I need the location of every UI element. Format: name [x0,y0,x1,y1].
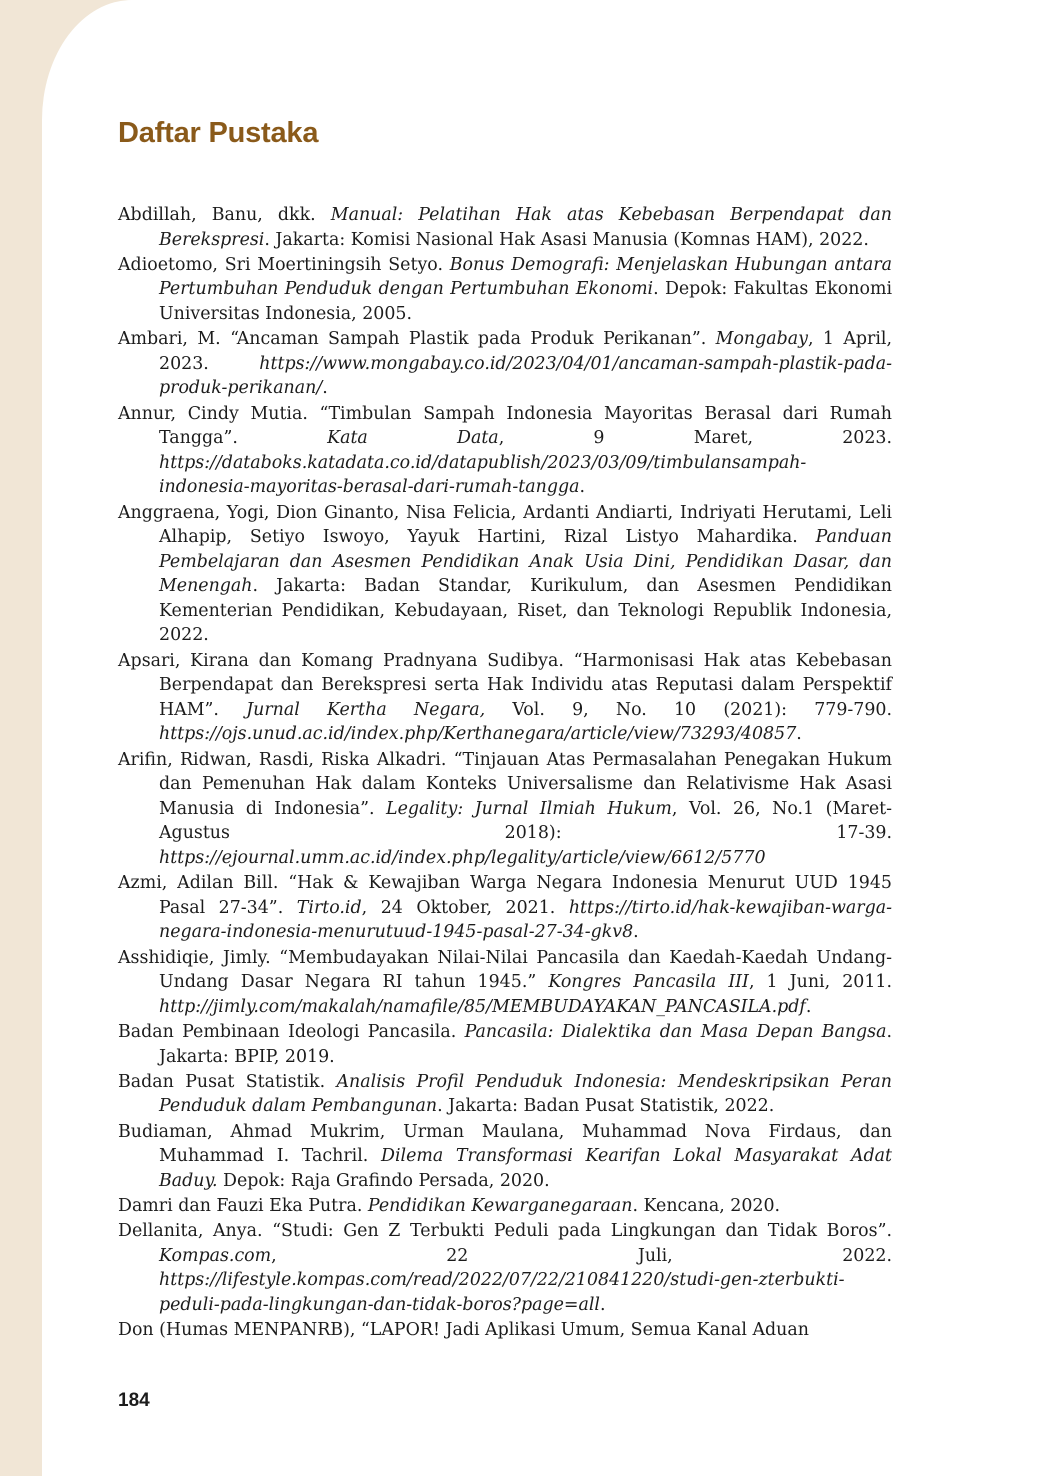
ref-text: Anggraena, Yogi, Dion Ginanto, Nisa Felicia, Ardanti Andiarti, Indriyati Herutami, Leli Alhapip, Setiyo Iswoyo, Yayuk Hartini, Rizal Listyo Mahardika. [118,502,892,548]
ref-text: Depok: Raja Grafindo Persada, 2020. [217,1170,550,1191]
reference-list [118,203,892,1343]
ref-title: Legality: Jurnal Ilmiah Hukum [386,798,672,819]
page-title: Daftar Pustaka [118,117,319,149]
ref-title: Mongabay [715,329,808,350]
ref-url[interactable]: https://databoks.katadata.co.id/datapublish/2023/03/09/timbulansampah-indonesia-mayoritas-berasal-dari-rumah-tangga [159,452,807,498]
ref-title: Pancasila: Dialektika dan Masa Depan Bangsa [464,1021,887,1042]
ref-text: Apsari, Kirana dan Komang Pradnyana Sudibya. “Harmonisasi Hak atas Kebebasan Berpendapat dan Berekspresi serta Hak Individu atas Reputasi dalam Perspektif HAM”. [118,650,892,720]
ref-text: , 9 Maret, 2023. [498,428,892,449]
ref-url[interactable]: https://tirto.id/hak-kewajiban-warga-negara-indonesia-menurutuud-1945-pasal-27-34-gkv8 [159,897,892,943]
ref-text: Arifin, Ridwan, Rasdi, Riska Alkadri. “Tinjauan Atas Permasalahan Penegakan Hukum dan Pemenuhan Hak dalam Konteks Universalisme dan Relativisme Hak Asasi Manusia di Indonesia”. [118,749,892,819]
ref-text: Damri dan Fauzi Eka Putra. [118,1195,368,1216]
reference-item [118,253,892,327]
ref-url[interactable]: https://lifestyle.kompas.com/read/2022/07/22/210841220/studi-gen-zterbukti-peduli-pada-lingkungan-dan-tidak-boros?page=all [159,1270,845,1315]
ref-text: . Kencana, 2020. [632,1195,781,1216]
ref-text: Budiaman, Ahmad Mukrim, Urman Maulana, Muhammad Nova Firdaus, dan Muhammad I. Tachril. [118,1121,892,1167]
ref-url[interactable]: https://ojs.unud.ac.id/index.php/Kerthanegara/article/view/73293/40857 [159,724,797,745]
ref-text: Vol. 9, No. 10 (2021): 779-790. [485,699,893,720]
ref-text: , Vol. 26, No.1 (Maret-Agustus 2018): 17-39. [159,798,892,844]
ref-text: , 22 Juli, 2022. [271,1245,892,1266]
ref-text: . Jakarta: Komisi Nasional Hak Asasi Manusia (Komnas HAM), 2022. [264,229,869,250]
ref-text: , 1 Juni, 2011. [748,972,892,993]
ref-text: , 24 Oktober, 2021. [361,897,569,918]
ref-text: . Jakarta: Badan Pusat Statistik, 2022. [437,1096,775,1117]
ref-title: Manual: Pelatihan Hak atas Kebebasan Berpendapat dan Berekspresi [159,205,892,250]
ref-title: Analisis Profil Penduduk Indonesia: Mendeskripsikan Peran Penduduk dalam Pembangunan [159,1071,893,1117]
reference-item [118,1219,892,1317]
ref-text: . [579,477,586,498]
reference-item [118,871,892,945]
ref-title: Pendidikan Kewarganegaraan [367,1195,633,1216]
ref-text: Adioetomo, Sri Moertiningsih Setyo. [118,254,450,275]
ref-url[interactable]: https://www.mongabay.co.id/2023/04/01/ancaman-sampah-plastik-pada-produk-perikanan/ [159,353,892,399]
ref-title: Panduan Pembelajaran dan Asesmen Pendidikan Anak Usia Dini, Pendidikan Dasar, dan Menengah [159,527,892,597]
page-number: 184 [118,1390,150,1411]
ref-text: Ambari, M. “Ancaman Sampah Plastik pada Produk Perikanan”. [118,329,716,350]
ref-title: Bonus Demografi: Menjelaskan Hubungan antara Pertumbuhan Penduduk dengan Pertumbuhan Ekonomi [159,254,892,300]
reference-item [118,1020,892,1069]
ref-text: Badan Pusat Statistik. [118,1071,337,1092]
reference-item [118,1318,892,1343]
ref-text: Asshidiqie, Jimly. “Membudayakan Nilai-Nilai Pancasila dan Kaedah-Kaedah Undang-Undang Dasar Negara RI tahun 1945.” [118,947,892,993]
reference-item [118,501,892,649]
reference-item [118,946,892,1020]
reference-item [118,1194,892,1219]
reference-item [118,1070,892,1119]
ref-text: . [599,1294,606,1315]
ref-text: . [796,724,802,745]
ref-text: , 1 April, 2023. [159,329,892,374]
ref-text: . [805,996,812,1017]
ref-url[interactable]: http://jimly.com/makalah/namafile/85/MEMBUDAYAKAN_PANCASILA.pdf [159,996,806,1017]
reference-item [118,402,892,500]
ref-title: Kongres Pancasila III [548,972,749,993]
ref-text: Dellanita, Anya. “Studi: Gen Z Terbukti Peduli pada Lingkungan dan Tidak Boros”. [118,1221,892,1242]
ref-title: Jurnal Kertha Negara, [246,699,486,720]
reference-item [118,203,892,252]
reference-item [118,1120,892,1194]
ref-title: Kompas.com [159,1245,272,1266]
ref-text: . [633,922,639,943]
ref-text: Don (Humas MENPANRB), “LAPOR! Jadi Aplikasi Umum, Semua Kanal Aduan [118,1320,809,1341]
ref-url[interactable]: https://ejournal.umm.ac.id/index.php/legality/article/view/6612/5770 [159,848,766,868]
ref-text: . Jakarta: Badan Standar, Kurikulum, dan Asesmen Pendidikan Kementerian Pendidikan, Kebudayaan, Riset, dan Teknologi Republik Indonesia, 2022. [159,576,892,646]
reference-item [118,649,892,747]
ref-text: Annur, Cindy Mutia. “Timbulan Sampah Indonesia Mayoritas Berasal dari Rumah Tangga”. [118,403,892,449]
reference-item [118,327,892,401]
ref-text: Badan Pembinaan Ideologi Pancasila. [118,1021,465,1042]
ref-text: . Depok: Fakultas Ekonomi Universitas Indonesia, 2005. [159,279,893,324]
ref-text: Abdillah, Banu, dkk. [118,205,331,225]
reference-item [118,748,892,871]
ref-title: Tirto.id [296,897,362,918]
ref-title: Dilema Transformasi Kearifan Lokal Masyarakat Adat Baduy. [159,1146,893,1191]
ref-text: . [322,378,328,399]
ref-text: Azmi, Adilan Bill. “Hak & Kewajiban Warga Negara Indonesia Menurut UUD 1945 Pasal 27-34”. [118,873,892,918]
ref-text: . Jakarta: BPIP, 2019. [159,1021,892,1067]
ref-title: Kata Data [327,428,499,449]
